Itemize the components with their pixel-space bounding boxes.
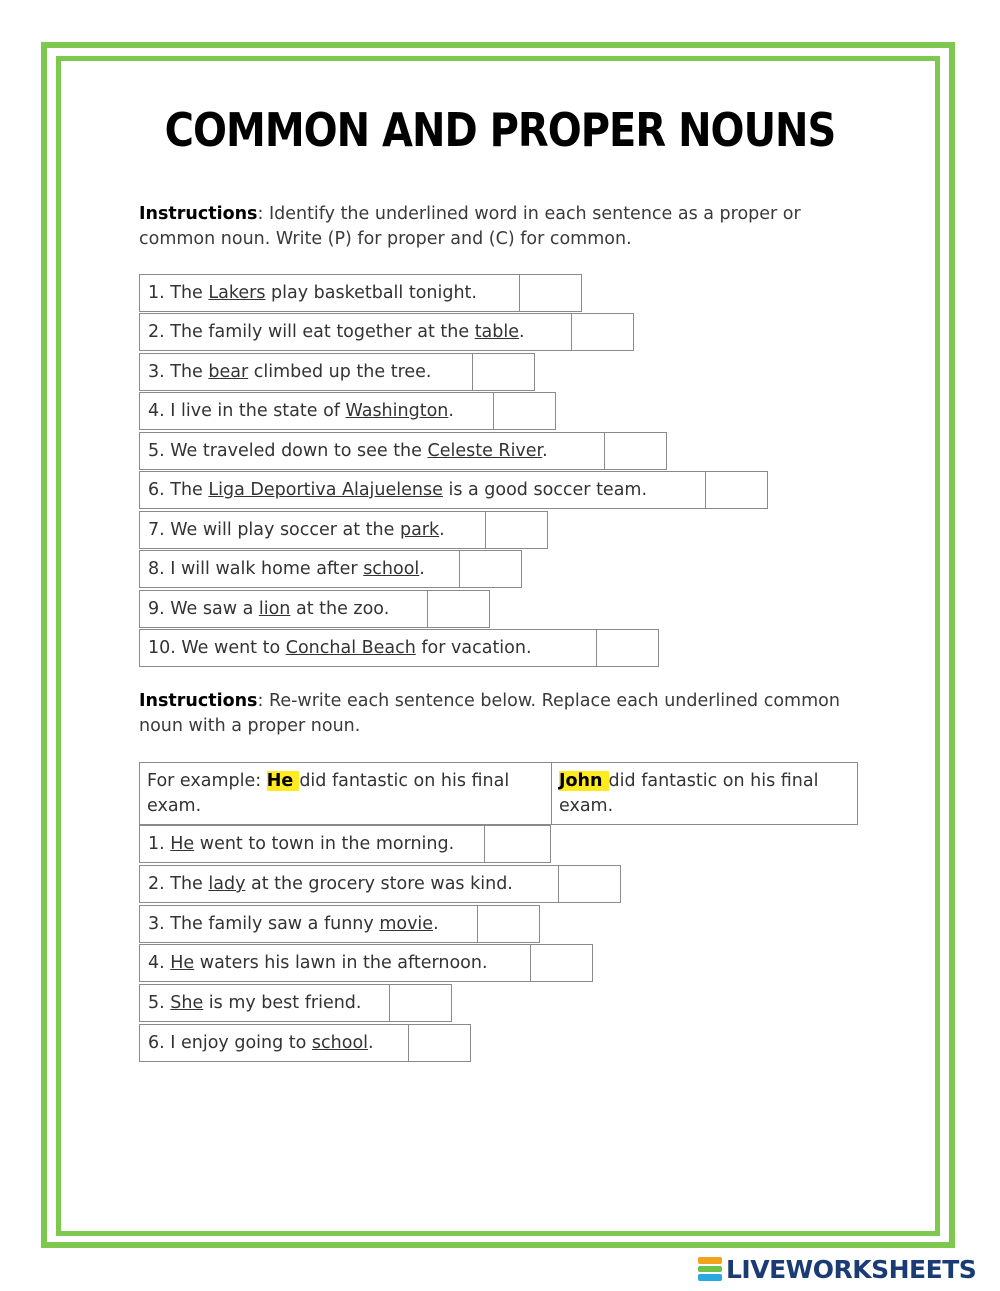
sentence-cell: 10. We went to Conchal Beach for vacation.	[139, 629, 596, 667]
instructions-text: : Identify the underlined word in each sentence as a proper or common noun. Write (P) for proper and (C) for common.	[139, 204, 801, 249]
sentence-cell: 1. He went to town in the morning.	[139, 825, 484, 863]
sentence-cell: 1. The Lakers play basketball tonight.	[139, 274, 519, 312]
exercise-row	[139, 392, 556, 430]
sentence-cell: 5. She is my best friend.	[139, 984, 389, 1022]
sentence-cell: 6. The Liga Deportiva Alajuelense is a good soccer team.	[139, 471, 705, 509]
answer-box[interactable]	[705, 471, 768, 509]
example-highlight: John	[559, 771, 609, 791]
sentence-cell: 2. The family will eat together at the table.	[139, 313, 571, 351]
answer-box[interactable]	[484, 825, 551, 863]
answer-box[interactable]	[485, 511, 548, 549]
answer-box[interactable]	[530, 944, 593, 982]
answer-box[interactable]	[472, 353, 535, 391]
answer-box[interactable]	[459, 550, 522, 588]
rewrite-row	[139, 984, 452, 1022]
exercise-row	[139, 550, 522, 588]
sentence-cell: 3. The family saw a funny movie.	[139, 905, 477, 943]
exercise-row	[139, 590, 490, 628]
answer-box[interactable]	[558, 865, 621, 903]
rewrite-row	[139, 944, 593, 982]
answer-box[interactable]	[519, 274, 582, 312]
example-rewritten: John did fantastic on his final exam.	[551, 762, 858, 825]
rewrite-row	[139, 905, 540, 943]
sentence-cell: 5. We traveled down to see the Celeste River.	[139, 432, 604, 470]
answer-box[interactable]	[493, 392, 556, 430]
rewrite-row	[139, 1024, 471, 1062]
answer-box[interactable]	[389, 984, 452, 1022]
answer-box[interactable]	[427, 590, 490, 628]
sentence-cell: 4. I live in the state of Washington.	[139, 392, 493, 430]
answer-box[interactable]	[596, 629, 659, 667]
exercise-row	[139, 274, 582, 312]
example-row	[139, 762, 858, 825]
instructions-text: : Re-write each sentence below. Replace each underlined common noun with a proper noun.	[139, 691, 840, 736]
sentence-cell: 8. I will walk home after school.	[139, 550, 459, 588]
sentence-cell: 3. The bear climbed up the tree.	[139, 353, 472, 391]
answer-box[interactable]	[604, 432, 667, 470]
liveworksheets-logo	[698, 1255, 976, 1283]
example-highlight: He	[266, 771, 300, 791]
sentence-cell: 2. The lady at the grocery store was kind.	[139, 865, 558, 903]
answer-box[interactable]	[571, 313, 634, 351]
rewrite-row	[139, 865, 621, 903]
answer-box[interactable]	[477, 905, 540, 943]
instructions-1	[139, 202, 859, 252]
exercise-row	[139, 511, 548, 549]
sentence-cell: 7. We will play soccer at the park.	[139, 511, 485, 549]
sentence-cell: 6. I enjoy going to school.	[139, 1024, 408, 1062]
sentence-cell: 9. We saw a lion at the zoo.	[139, 590, 427, 628]
sentence-cell: 4. He waters his lawn in the afternoon.	[139, 944, 530, 982]
exercise-row	[139, 432, 667, 470]
instructions-label: Instructions	[139, 691, 258, 711]
exercise-row	[139, 353, 535, 391]
instructions-2	[139, 689, 859, 739]
rewrite-row	[139, 825, 551, 863]
example-original: For example: He did fantastic on his final exam.	[139, 762, 551, 825]
answer-box[interactable]	[408, 1024, 471, 1062]
instructions-label: Instructions	[139, 204, 258, 224]
exercise-row	[139, 313, 634, 351]
exercise-row	[139, 471, 768, 509]
exercise-row	[139, 629, 659, 667]
logo-text: LIVEWORKSHEETS	[726, 1254, 977, 1284]
logo-blocks-icon	[698, 1256, 722, 1282]
worksheet-title: COMMON AND PROPER NOUNS	[164, 104, 836, 158]
